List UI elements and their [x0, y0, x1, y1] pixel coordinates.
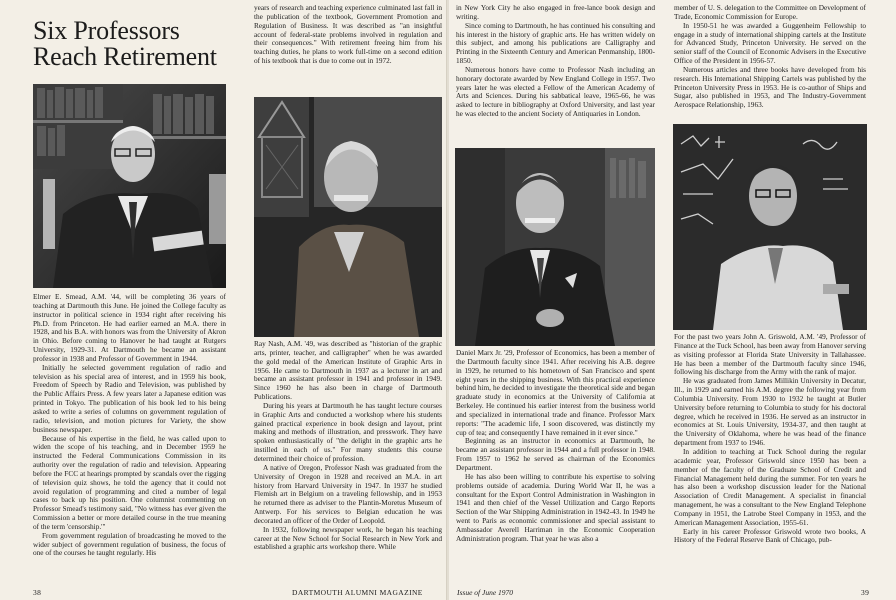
- griswold-intro: For the past two years John A. Griswold, A.M. '49, Professor of Finance at the Tuck School, has been away from Hanover serving as visiting professor at Florida State University in Tallahassee. He has been a member of the Dartmouth faculty since 1946, following his discharge from the Army with the rank of major.: [674, 332, 866, 377]
- paragraph: in New York City he also engaged in free-lance book design and writing.: [456, 3, 655, 21]
- nash-intro: Ray Nash, A.M. '49, was described as "historian of the graphic arts, printer, teacher, and calligrapher" when he was awarded the gold medal of the American Institute of Graphic Arts in 1956. He came to Dartmouth in 1937 as a lecturer in art and became an assistant professor in 1941 and professor in 1949. Since 1960 he has also been in charge of Dartmouth Publications.: [254, 339, 442, 402]
- paragraph: He was graduated from James Millikin University in Decatur, Ill., in 1929 and earned his A.M. degree the following year from Columbia University. From 1930 to 1932 he taught at Butler University before returning to Columbia to study for his doctoral degree, which he received in 1936. He served as an instructor in economics at St. Louis University, 1934-37, and then taught at the University of Oklahoma, where he was head of the finance department from 1937 to 1946.: [674, 376, 866, 448]
- paragraph: Since coming to Dartmouth, he has continued his consulting and his interest in the history of graphic arts. He has written widely on this subject, and among his publications are Calligraphy and Printing in the Sixteenth Century and American Penmanship, 1800-1850.: [456, 20, 655, 66]
- page-number-right: 39: [861, 588, 870, 597]
- smead-intro: Elmer E. Smead, A.M. '44, will be completing 36 years of teaching at Dartmouth this June. He joined the College faculty as instructor in political science in 1934 right after receiving his Ph.D. from Princeton. He had earlier earned an M.A. there in 1928, and his B.A. with honors was from the University of Akron in Ohio. Before coming to Hanover he had taught at Rutgers University, 1929-31. At Dartmouth he became an assistant professor in 1938 and Professor of Government in 1944.: [33, 292, 226, 363]
- paragraph: Beginning as an instructor in economics at Dartmouth, he became an assistant professor in 1944 and a full professor in 1948. From 1957 to 1962 he served as chairman of the Economics Department.: [456, 436, 655, 472]
- paragraph: A native of Oregon, Professor Nash was graduated from the University of Oregon in 1928 and received an M.A. in art history from Harvard University in 1947. In 1937 he studied Flemish art in Belgium on a traveling fellowship, and in 1953 he returned there as adviser to the Plantin-Moretus Museum of Antwerp. For his services to Belgian education he was decorated an officer of the Order of Leopold.: [254, 462, 442, 525]
- article-headline: Six Professors Reach Retirement: [33, 16, 217, 71]
- paragraph: Initially he selected government regulation of radio and television as his special area of interest, and in 1959 his book, Freedom of Speech by Radio and Television, was published by the Public Affairs Press. A few years later a Japanese edition was printed in Tokyo. The publication of his book led to his being asked to write a series of columns on government regulation of radio, television, and motion pictures for Variety, the show business newspaper.: [33, 362, 226, 434]
- right-column-1-bottom: [456, 349, 655, 544]
- marx-intro: Daniel Marx Jr. '29, Professor of Economics, has been a member of the Dartmouth faculty since 1941. After receiving his A.B. degree in 1929, he returned to his hometown of San Francisco and spent eight years in the shipping business. With this practical experience behind him, he decided to investigate the theoretical side and began graduate study in economics at the University of California at Berkeley. He continued his earlier interest from the business world and specialized in international trade and finance. Professor Marx reports: "The academic life, I soon discovered, was distinctly my cup of tea; and consequently I have remained in it ever since.": [456, 348, 655, 437]
- paragraph: In 1932, following newspaper work, he began his teaching career at the New School for Social Research in New York and established a graphic arts workshop there. While: [254, 524, 442, 552]
- photo-smead: [33, 84, 226, 288]
- right-column-1-top: [456, 4, 655, 119]
- magazine-name: DARTMOUTH ALUMNI MAGAZINE: [292, 588, 423, 597]
- paragraph: From government regulation of broadcasting he moved to the wider subject of government regulation of business, the focus of one of the courses he taught regularly. His: [33, 530, 226, 558]
- paragraph: member of U. S. delegation to the Committee on Development of Trade, Economic Commission for Europe.: [674, 3, 866, 21]
- right-column-2-bottom: [674, 333, 866, 545]
- left-column-1: [33, 293, 226, 558]
- paragraph: Numerous honors have come to Professor Nash including an honorary doctorate awarded by New England College in 1957. Two years later he was elected a Fellow of the American Academy of Arts and Sciences. During his sabbatical leave, 1965-66, he was asked to lecture in bibliography at Oxford University, and last year he was elected to the ancient Society of Antiquaries in London.: [456, 64, 655, 119]
- paragraph: During his years at Dartmouth he has taught lecture courses in Graphic Arts and conducted a workshop where his students gained practical experience in book design and layout, print making and methods of illustration, and presswork. They have spoken enthusiastically of "the delight in the graphic arts he instilled in each of us." For many students this course determined their choice of profession.: [254, 400, 442, 463]
- paragraph: Numerous articles and three books have developed from his research. His International Shipping Cartels was published by the Princeton University Press in 1953. He is co-author of Ships and Sugar, also published in 1953, and The Industry-Government Aerospace Relationship, 1963.: [674, 64, 866, 110]
- paragraph: In addition to teaching at Tuck School during the regular academic year, Professor Griswold since 1950 has been a member of the faculty of the Graduate School of Credit and Financial Management held during the summer. For ten years he has also been a workshop discussion leader for the National Association of Credit Management. A specialist in financial management, he was a consultant to the New England Telephone Company in 1951, the Latrobe Steel Company in 1953, and the American Management Association, 1955-61.: [674, 446, 866, 527]
- paragraph: He has also been willing to contribute his expertise to solving problems outside of academia. During World War II, he was a consultant for the Export Control Administration in Washington in 1941 and then chief of the Vessel Utilization and Cargo Reports Section of the War Shipping Administration in 1942-43. In 1949 he went to Paris as economic commissioner and special assistant to Ambassador Averell Harriman in the Economic Cooperation Administration program. That year he was also a: [456, 471, 655, 543]
- paragraph: Early in his career Professor Griswold wrote two books, A History of the Federal Reserve Bank of Chicago, pub-: [674, 526, 866, 545]
- paragraph: Because of his expertise in the field, he was called upon to widen the scope of his teaching, and in December 1959 he instructed the Federal Communications Commission in its authority over the regulation of radio and television. Appearing before the FCC at hearings prompted by scandals over the rigging of television quiz shows, he told the agency that it could not avoid regulation of programming and cited a number of legal cases to back up his position. One columnist commenting on Professor Smead's testimony said, "No witness has ever given the Commission a better or more detailed course in the true meaning of the term 'censorship.'": [33, 433, 226, 531]
- photo-nash: [254, 97, 442, 337]
- left-column-2-bottom: [254, 340, 442, 552]
- photo-griswold: [673, 124, 867, 330]
- paragraph: years of research and teaching experience culminated last fall in the publication of the textbook, Government Promotion and Regulation of Business. It was described as "an insightful account of federal-state problems involved in regulation and their consequences." With retirement freeing him from his teaching duties, he plans to work full-time on a second edition of his textbook that is due to come out in 1972.: [254, 3, 442, 66]
- page-number-left: 38: [33, 588, 42, 597]
- left-column-2-top: [254, 4, 442, 66]
- left-page: [0, 0, 447, 600]
- photo-marx: [455, 148, 655, 346]
- paragraph: In 1950-51 he was awarded a Guggenheim Fellowship to engage in a study of international shipping cartels at the Institute for Advanced Study, Princeton University. He served on the senior staff of the Council of Economic Advisers in the Executive Office of the President in 1956-57.: [674, 20, 866, 66]
- right-column-2-top: [674, 4, 866, 110]
- issue-date: Issue of June 1970: [457, 588, 514, 597]
- right-page: [449, 0, 896, 600]
